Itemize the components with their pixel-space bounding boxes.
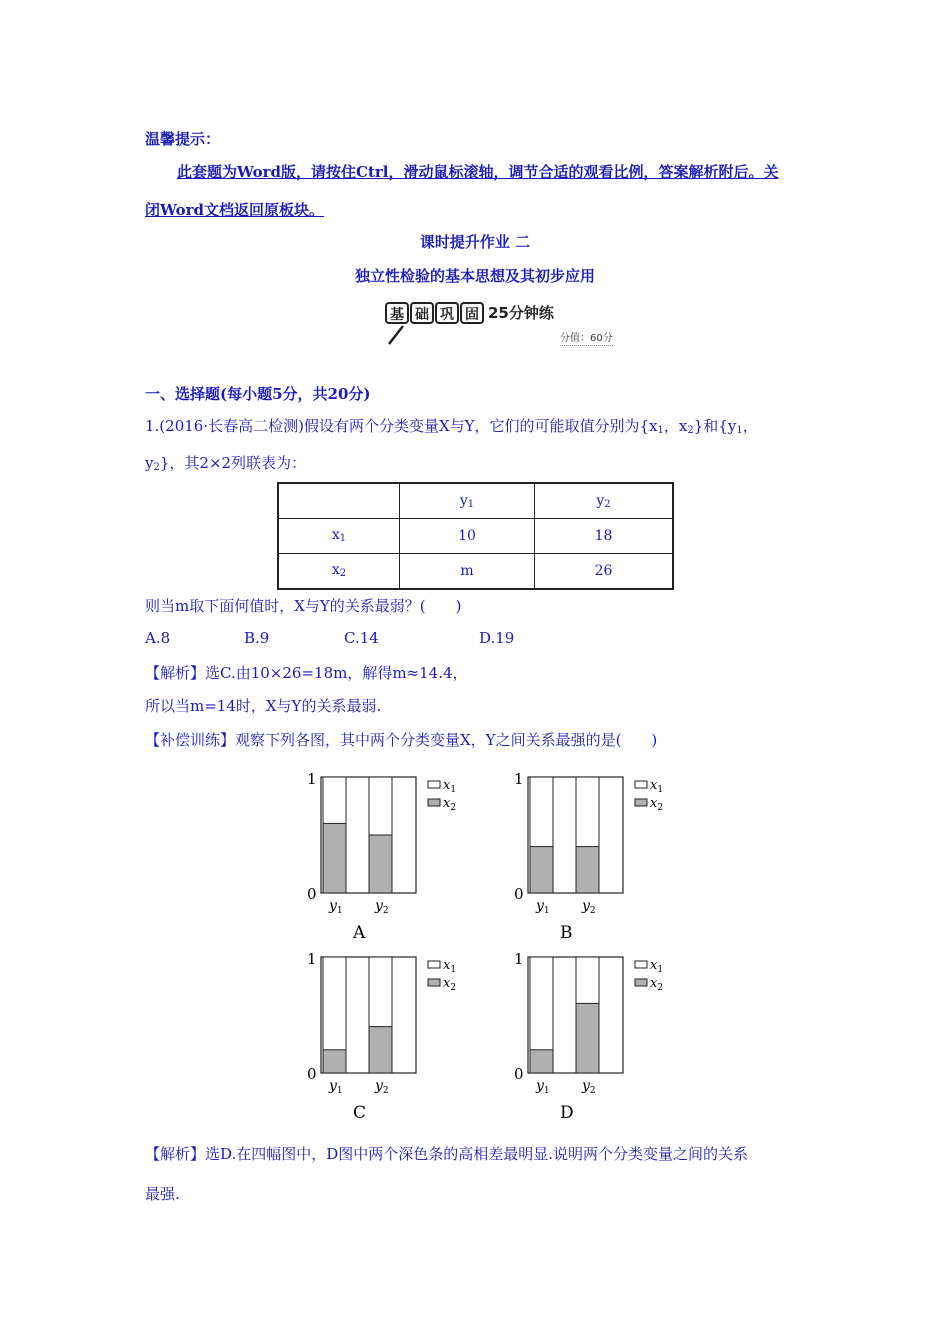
- page-title: 课时提升作业 二: [419, 233, 531, 251]
- q1-analysis-2: 所以当m=14时，X与Y的关系最弱.: [145, 697, 382, 715]
- legend-label: $x_1$: [443, 958, 457, 975]
- q1-text: ，x: [663, 417, 688, 435]
- option-a: A.8: [145, 629, 171, 647]
- bar-x2: [530, 847, 553, 893]
- table-cell: m: [400, 553, 535, 589]
- q1-text: ，: [742, 417, 758, 435]
- table-cell: 18: [534, 519, 673, 554]
- legend-label: $x_2$: [650, 976, 664, 993]
- y-tick-label: 1: [307, 770, 317, 788]
- table-cell: 26: [534, 553, 673, 589]
- bar-x2: [323, 823, 346, 893]
- y-tick-label: 1: [514, 950, 524, 968]
- page-subtitle: 独立性检验的基本思想及其初步应用: [354, 267, 595, 285]
- legend-label: $x_1$: [443, 778, 457, 795]
- badge-char: 础: [410, 302, 434, 324]
- subscript: 2: [153, 462, 160, 473]
- tip-line-1: 此套题为Word版，请按住Ctrl，滑动鼠标滚轴，调节合适的观看比例，答案解析附后。关: [177, 163, 779, 181]
- legend-swatch: [428, 979, 440, 986]
- table-cell: [278, 483, 400, 519]
- y-tick-label: 0: [514, 885, 524, 903]
- q1-text: 1.(2016·长春高二检测)假设有两个分类变量X与Y，它们的可能取值分别为{x: [145, 417, 658, 435]
- q1-line-2: [145, 452, 306, 473]
- table-cell: 10: [400, 519, 535, 554]
- badge-minutes: 25分钟练: [488, 304, 554, 322]
- table-cell: $y_2$: [534, 483, 673, 519]
- y-tick-label: 1: [307, 950, 317, 968]
- q1-line-1: [145, 415, 758, 436]
- supplement-text: 【补偿训练】观察下列各图，其中两个分类变量X，Y之间关系最强的是( ): [145, 731, 658, 749]
- category-label: $y_1$: [536, 898, 550, 916]
- tip-label: 温馨提示：: [145, 130, 221, 148]
- category-label: $y_2$: [582, 898, 596, 916]
- y-tick-label: 0: [514, 1065, 524, 1083]
- category-label: $y_2$: [375, 1078, 389, 1096]
- subscript: 1: [736, 425, 743, 436]
- table-row: [278, 519, 673, 554]
- legend-swatch: [635, 979, 647, 986]
- score-label: 分值：60分: [560, 329, 613, 346]
- table-cell: $x_1$: [278, 519, 400, 554]
- category-label: $y_1$: [536, 1078, 550, 1096]
- y-tick-label: 1: [514, 770, 524, 788]
- y-tick-label: 0: [307, 1065, 317, 1083]
- bar-x2: [576, 847, 599, 893]
- option-d: D.19: [479, 629, 515, 647]
- y-tick-label: 0: [307, 885, 317, 903]
- section-title: 一、选择题(每小题5分，共20分): [145, 385, 371, 403]
- q1-question: 则当m取下面何值时，X与Y的关系最弱？( ): [145, 597, 462, 615]
- legend-label: $x_2$: [443, 796, 457, 813]
- legend-label: $x_1$: [650, 778, 664, 795]
- badge-char: 固: [460, 302, 484, 324]
- category-label: $y_1$: [329, 898, 343, 916]
- chart-title: A: [353, 923, 366, 943]
- category-label: $y_2$: [375, 898, 389, 916]
- bar-x2: [323, 1050, 346, 1073]
- chart-c: [283, 945, 483, 1129]
- legend-swatch: [428, 781, 440, 788]
- chart-b: [490, 765, 690, 949]
- legend-swatch: [635, 961, 647, 968]
- chart-title: B: [560, 923, 573, 943]
- q1-text: }和{y: [693, 417, 737, 435]
- category-label: $y_1$: [329, 1078, 343, 1096]
- practice-badge: [385, 302, 575, 326]
- legend-label: $x_2$: [650, 796, 664, 813]
- final-analysis-1: 【解析】选D.在四幅图中，D图中两个深色条的高相差最明显.说明两个分类变量之间的关系: [145, 1145, 749, 1163]
- table-row: [278, 553, 673, 589]
- option-b: B.9: [244, 629, 270, 647]
- chart-title: D: [560, 1103, 574, 1123]
- q1-text: y: [145, 454, 154, 472]
- legend-label: $x_1$: [650, 958, 664, 975]
- legend-label: $x_2$: [443, 976, 457, 993]
- legend-swatch: [635, 799, 647, 806]
- badge-char: 基: [385, 302, 409, 324]
- legend-swatch: [428, 961, 440, 968]
- category-label: $y_2$: [582, 1078, 596, 1096]
- bar-x2: [369, 835, 392, 893]
- chart-d: [490, 945, 690, 1129]
- pencil-icon: [387, 324, 405, 346]
- legend-swatch: [428, 799, 440, 806]
- legend-swatch: [635, 781, 647, 788]
- bar-x2: [576, 1003, 599, 1073]
- final-analysis-2: 最强.: [145, 1185, 180, 1203]
- subscript: 1: [657, 425, 664, 436]
- bar-x2: [530, 1050, 553, 1073]
- table-cell: $y_1$: [400, 483, 535, 519]
- q1-text: }，其2×2列联表为：: [159, 454, 307, 472]
- option-c: C.14: [344, 629, 379, 647]
- table-row: [278, 483, 673, 519]
- bar-x2: [369, 1027, 392, 1073]
- contingency-table: [277, 482, 674, 590]
- table-cell: $x_2$: [278, 553, 400, 589]
- subscript: 2: [687, 425, 694, 436]
- chart-a: [283, 765, 483, 949]
- badge-char: 巩: [435, 302, 459, 324]
- chart-title: C: [353, 1103, 367, 1123]
- q1-analysis-1: 【解析】选C.由10×26=18m，解得m≈14.4，: [145, 664, 468, 682]
- tip-line-2: 闭Word文档返回原板块。: [145, 201, 325, 219]
